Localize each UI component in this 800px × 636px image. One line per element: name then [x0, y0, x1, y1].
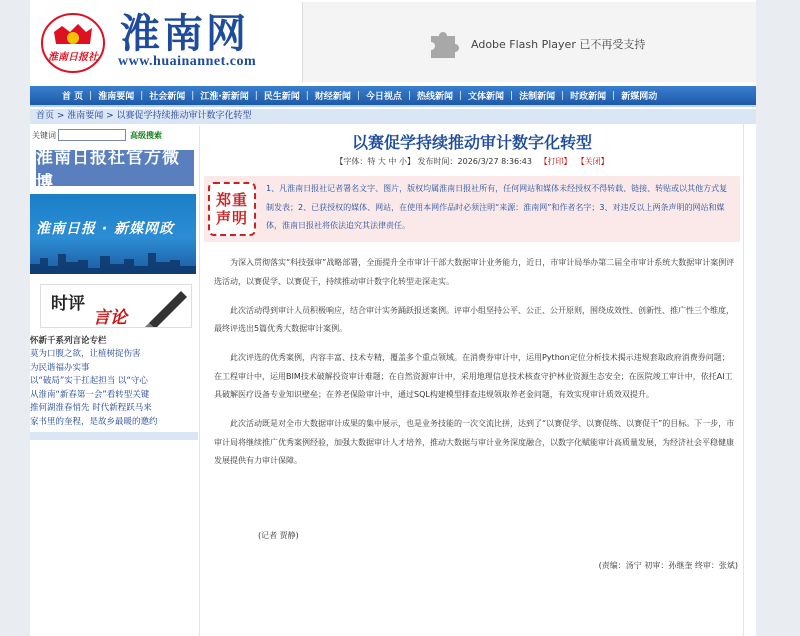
publish-time: 发布时间：2026/3/27 8:36:43	[417, 157, 532, 166]
nav-item[interactable]: 文体新闻	[468, 92, 505, 102]
site-brand: 淮南网	[120, 10, 249, 57]
keyword-label: 关键词	[32, 130, 56, 140]
nav-item[interactable]: 财经新闻	[314, 92, 351, 102]
site-header	[30, 0, 756, 84]
nav-item[interactable]: 江淮·新新闻	[200, 92, 249, 102]
sidebar	[30, 126, 198, 444]
column-link[interactable]: 为民谐福办实事	[30, 362, 90, 373]
nav-item[interactable]: 法制新闻	[519, 92, 556, 102]
column-link[interactable]: 推何湖淮春悄先 时代新程跃马来	[30, 403, 152, 413]
column-link-list	[30, 348, 198, 429]
nav-item[interactable]: 民生新闻	[263, 92, 300, 102]
article-paragraph: 为深入贯彻落实“科技强审”战略部署，全面提升全市审计干部大数据审计业务能力，近日，市审计局举办第二届全市审计系统大数据审计案例评选活动，以赛促学、以赛促干，持续推动审计数字化转型走深走实。	[214, 258, 735, 286]
flash-notice: Adobe Flash Player 已不再受支持	[471, 38, 646, 51]
city-skyline-icon	[30, 250, 196, 274]
font-size-label: 【字体：	[335, 157, 368, 166]
reporter-credit: (记者 贾静)	[258, 531, 299, 540]
column-link[interactable]: 莫为口腹之欲，让植树捉伤害	[30, 349, 141, 359]
advanced-search-link[interactable]: 高级搜索	[130, 130, 162, 140]
nav-separator: |	[356, 90, 360, 101]
column-link[interactable]: 从淮南“新春第一会”看转型关键	[30, 389, 150, 400]
article-body	[214, 254, 736, 481]
nav-item[interactable]: 首 页	[62, 92, 84, 102]
site-logo[interactable]	[32, 2, 300, 80]
nav-item[interactable]: 社会新闻	[149, 92, 186, 102]
newmedia-banner[interactable]	[30, 194, 196, 274]
close-link[interactable]: 【关闭】	[576, 157, 609, 166]
commentary-banner-subtitle: 言论	[93, 308, 127, 328]
keyword-input[interactable]	[58, 129, 126, 141]
search-row	[32, 128, 162, 142]
site-url: www.huainannet.com	[118, 54, 257, 69]
plugin-puzzle-icon	[427, 26, 461, 60]
font-size-close: 】	[406, 157, 415, 166]
font-size-options[interactable]: 特 大 中 小	[367, 157, 407, 166]
commentary-banner-title: 时评	[51, 294, 85, 314]
nav-separator: |	[510, 90, 514, 101]
nav-separator: |	[458, 90, 463, 101]
nav-underline	[30, 105, 756, 107]
right-border	[743, 109, 744, 636]
print-link[interactable]: 【打印】	[539, 157, 572, 166]
column-divider	[199, 126, 200, 636]
nav-separator: |	[89, 90, 93, 101]
nav-item[interactable]: 淮南要闻	[98, 92, 135, 102]
column-link[interactable]: 家书里的奎程，是故乡最暖的邀约	[30, 416, 158, 427]
nav-item[interactable]: 新媒网动	[621, 92, 658, 102]
weibo-banner[interactable]	[36, 148, 194, 193]
stamp-line-2: 声明	[215, 209, 248, 227]
stamp-line-1: 郑重	[215, 191, 248, 209]
notice-text: 1、凡淮南日报社记者署名文字、图片，版权均属淮南日报社所有，任何网站和媒体未经授权不得转载、链接、转贴或以其他方式复制发表；2、已获授权的媒体、网站，在使用本网作品时必须注明“来源：淮南网”和作者名字；3、对违反以上两条声明的网站和媒体，淮南日报社将依法追究其法律责任。	[266, 184, 728, 230]
nav-separator: |	[254, 90, 258, 101]
article-title: 以赛促学持续推动审计数字化转型	[351, 133, 592, 152]
nav-separator: |	[612, 90, 616, 101]
commentary-banner[interactable]	[40, 284, 192, 328]
svg-text:淮南日报社: 淮南日报社	[48, 52, 98, 63]
sidebar-footer-bar	[30, 432, 198, 440]
article-paragraph: 此次活动得到审计人员积极响应，结合审计实务踊跃报送案例。评审小组坚持公平、公正、公开原则，围绕成效性、创新性、推广性三个维度，最终评选出5篇优秀大数据审计案例。	[214, 305, 734, 333]
column-link[interactable]: 以“破局”实干扛起担当 以“守心	[30, 376, 148, 386]
editor-credit: (责编：汤宁 初审：孙继奎 终审：张斌)	[598, 561, 738, 570]
article-meta	[202, 156, 742, 167]
nav-separator: |	[140, 90, 144, 101]
flash-placeholder	[302, 2, 756, 82]
article-paragraph: 此次活动既是对全市大数据审计成果的集中展示，也是业务技能的一次交流比拼，达到了“以赛促学、以赛促练、以赛促干”的目标。下一步，市审计局将继续推广优秀案例经验，加强大数据审计人才培养，推动大数据与审计业务深度融合，以数字化赋能审计高质量发展，为经济社会平稳健康发展提供有力审计保障。	[214, 419, 735, 465]
page	[30, 0, 756, 636]
copyright-notice	[204, 176, 740, 242]
nav-separator: |	[191, 90, 195, 101]
article-paragraph: 此次评选的优秀案例，内容丰富、技术专精，覆盖多个重点领域。在消费券审计中，运用Python定位分析技术揭示违规套取政府消费券问题；在工程审计中，运用BIM技术破解投资审计难题；在自然资源审计中，采用地理信息技术核查守护林业资源生态安全；在医院竣工审计中，依托AI工具破解医疗设备专业知识壁垒；在养老保险审计中，通过SQL构建模型排查违规领取养老金问题，有效实现审计质效双提升。	[214, 353, 733, 399]
newspaper-seal-icon	[40, 12, 106, 74]
nav-separator: |	[561, 90, 565, 101]
nav-item[interactable]: 今日视点	[365, 92, 402, 102]
nav-item[interactable]: 热线新闻	[416, 92, 453, 102]
nav-separator: |	[407, 90, 411, 101]
statement-stamp	[208, 182, 256, 236]
weibo-banner-text: 淮南日报社官方微博	[36, 148, 180, 193]
breadcrumb: 首页 > 淮南要闻 > 以赛促学持续推动审计数字化转型	[30, 109, 756, 124]
nav-separator: |	[305, 90, 309, 101]
main-nav	[30, 86, 756, 105]
pen-icon	[141, 287, 191, 327]
newmedia-banner-text: 淮南日报 · 新媒网政	[36, 221, 175, 237]
column-title: 怀新千系列言论专栏	[30, 336, 107, 346]
article	[202, 126, 742, 636]
nav-item[interactable]: 时政新闻	[570, 92, 607, 102]
